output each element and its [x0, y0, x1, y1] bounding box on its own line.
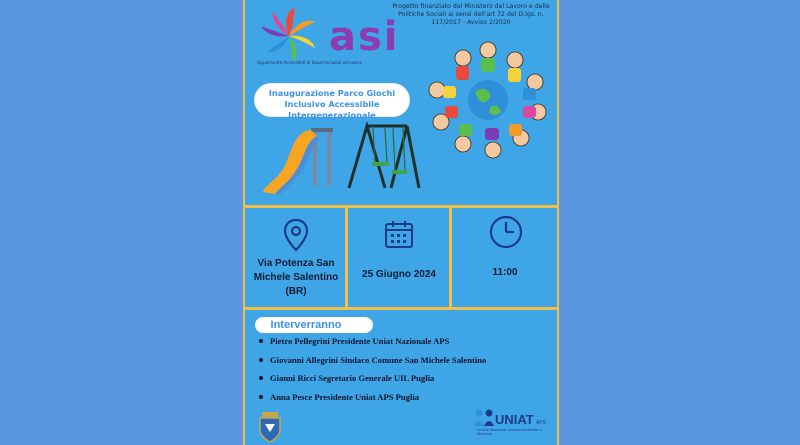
municipal-crest-icon — [257, 410, 283, 444]
slide-illustration — [261, 120, 341, 196]
speaker-name: Giovanni Allegrini Sindaco Comune San Michele Salentino — [270, 354, 487, 365]
speakers-list — [259, 336, 486, 410]
list-item — [259, 336, 486, 355]
flyer-right-edge — [557, 0, 559, 445]
speaker-name: Gianni Ricci Segretario Generale UIL Puglia — [270, 373, 435, 383]
children-around-globe-illustration — [423, 40, 553, 160]
asi-logo-icon — [253, 6, 333, 62]
calendar-icon — [384, 219, 414, 249]
map-pin-icon — [283, 218, 309, 252]
bullet-icon — [259, 376, 263, 380]
speaker-name: Anna Pesce Presidente Uniat APS Puglia — [270, 391, 420, 402]
divider-left-column — [345, 205, 348, 310]
speaker-name: Pietro Pellegrini Presidente Uniat Nazionale APS — [270, 336, 450, 346]
bullet-icon — [259, 339, 263, 343]
uniat-logo-icon — [473, 408, 495, 428]
uniat-logo-suffix: APS — [536, 420, 547, 426]
divider-middle — [243, 307, 559, 310]
event-time: 11:00 — [492, 267, 518, 278]
bullet-icon — [259, 358, 263, 362]
list-item — [259, 392, 486, 411]
bullet-icon — [259, 395, 263, 399]
divider-right-column — [449, 205, 452, 310]
event-location: Via Potenza San Michele Salentino (BR) — [253, 258, 339, 297]
event-title: Inaugurazione Parco Giochi Inclusivo Accessibile Intergenerazionale — [268, 88, 396, 120]
event-flyer — [243, 0, 559, 445]
list-item — [259, 355, 486, 374]
speakers-heading: Interverranno — [270, 319, 342, 331]
uniat-logo-text: UNIAT — [495, 412, 534, 427]
asi-logo-subtitle: Opportunità Accessibili di Spazi Inclusivi nel parco — [257, 60, 363, 65]
swing-set-illustration — [345, 122, 425, 192]
uniat-logo-subtitle: Unione Nazionale Inquilini Ambiente e Territorio — [477, 428, 542, 436]
clock-icon — [489, 215, 523, 249]
event-title-pill — [255, 84, 409, 120]
funding-note: Progetto finanziato dal Ministero del Lavoro e delle Politiche Sociali ai sensi dell'art 72 del D.lgs. n. 117/2017 - Avviso 2/2020 — [392, 3, 550, 26]
divider-top — [243, 205, 559, 208]
event-date: 25 Giugno 2024 — [362, 269, 436, 280]
flyer-left-edge — [243, 0, 245, 445]
list-item — [259, 373, 486, 392]
asi-logo-text: asi — [329, 14, 400, 60]
